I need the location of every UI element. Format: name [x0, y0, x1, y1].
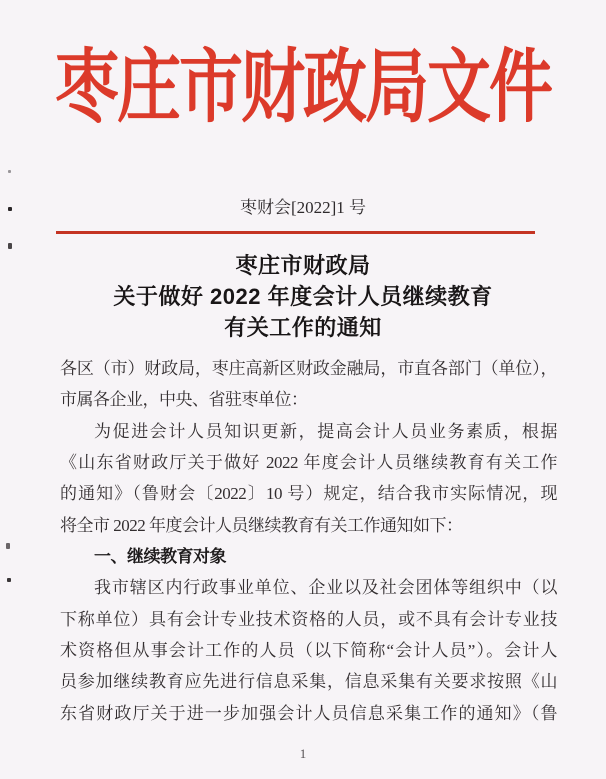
scan-artifact [8, 170, 11, 173]
body-line-paragraph-2a: 我市辖区内行政事业单位、企业以及社会团体等组织中（以 [94, 578, 557, 598]
body-line-paragraph-2c: 术资格但从事会计工作的人员（以下简称“会计人员”）。会计人 [60, 641, 557, 661]
document-title-line-2: 关于做好 2022 年度会计人员继续教育 [113, 284, 493, 309]
document-title-line-1: 枣庄市财政局 [235, 253, 371, 278]
document-body [60, 353, 557, 729]
scan-artifact [6, 543, 10, 549]
body-line-paragraph-1b: 《山东省财政厅关于做好 2022 年度会计人员继续教育有关工作 [60, 453, 557, 473]
body-line-paragraph-2e: 东省财政厅关于进一步加强会计人员信息采集工作的通知》（鲁 [60, 703, 557, 723]
document-number: 枣财会[2022]1 号 [239, 198, 367, 217]
document-title [0, 250, 606, 343]
page-number: 1 [299, 746, 307, 761]
body-section-heading-1: 一、继续教育对象 [94, 547, 226, 567]
body-line-addressees-2: 市属各企业，中央、省驻枣单位： [60, 390, 308, 410]
body-line-paragraph-1a: 为促进会计人员知识更新，提高会计人员业务素质，根据 [94, 421, 557, 441]
body-line-addressees-1: 各区（市）财政局，枣庄高新区财政金融局，市直各部门（单位）， [60, 359, 557, 378]
scan-artifact [7, 578, 11, 582]
body-line-paragraph-2d: 员参加继续教育应先进行信息采集，信息采集有关要求按照《山 [60, 672, 557, 692]
scan-artifact [8, 207, 12, 211]
agency-masthead-title: 枣庄市财政局文件 [55, 43, 551, 132]
body-line-paragraph-1c: 的通知》（鲁财会〔2022〕10 号）规定，结合我市实际情况，现 [60, 484, 557, 504]
scan-artifact [8, 243, 12, 249]
document-title-line-3: 有关工作的通知 [224, 315, 382, 340]
body-line-paragraph-2b: 下称单位）具有会计专业技术资格的人员，或不具有会计专业技 [60, 609, 557, 629]
body-line-paragraph-1d: 将全市 2022 年度会计人员继续教育有关工作通知如下： [60, 515, 463, 535]
red-divider-rule [56, 231, 535, 234]
